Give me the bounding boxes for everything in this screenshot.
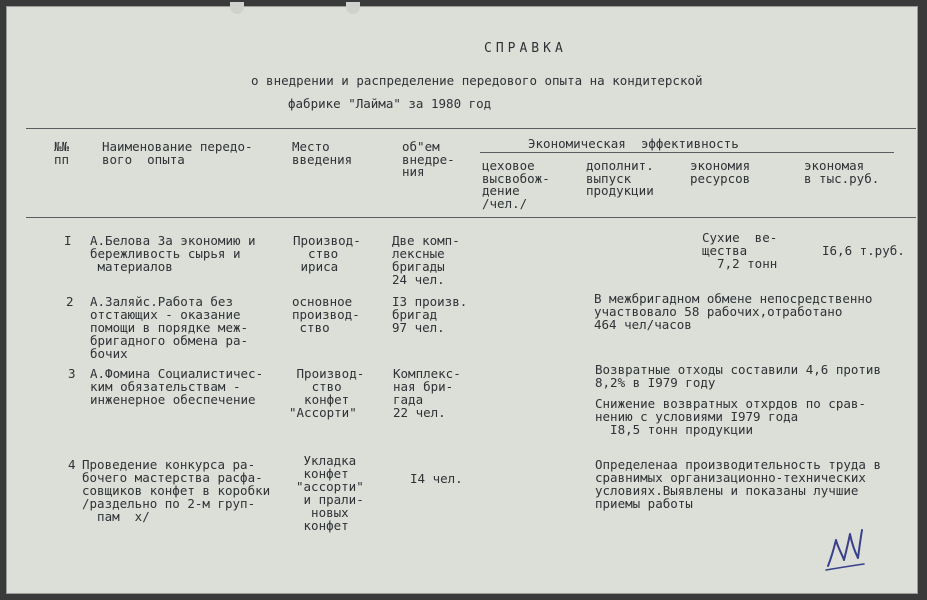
row-1-volume: Две комп- лексные бригады 24 чел. [392,233,460,287]
row-4-place: Укладка конфет "ассорти" и прали- новых конфет [296,453,364,533]
row-2-number: 2 [66,294,74,309]
row-2-name: А.Заляйс.Работа без отстающих - оказание помощи в порядке меж- бригадного обмена ра- бочих [90,294,249,361]
row-3-volume: Комплекс- ная бри- гада 22 чел. [393,366,461,420]
row-1-name: А.Белова За экономию и бережливость сырья и материалов [90,233,256,274]
row-4-volume: I4 чел. [410,471,463,486]
row-1-savings-rubles: I6,6 т.руб. [822,243,905,258]
column-header-volume: об"ем внедре- ния [402,139,455,179]
document-title: СПРАВКА [484,41,567,56]
document-subtitle-line2: фабрике "Лайма" за 1980 год [288,96,492,111]
row-3-number: 3 [68,366,76,381]
row-3-note-2: Снижение возвратных отхрдов по срав- нению с условиями I979 года I8,5 тонн продукции [595,396,866,437]
row-4-name: Проведение конкурса ра- бочего мастерства расфа- совщиков конфет в коробки /раздельно по 2-м груп- пам х/ [82,457,271,524]
row-1-place: Производ- ство ириса [293,233,361,274]
column-header-workers-released: цеховое высвобож- дение /чел./ [482,158,550,211]
row-1-number: I [64,233,72,248]
row-3-name: А.Фомина Социалистичес- ким обязательствам - инженерное обеспечение [90,366,264,407]
column-header-place: Место введения [292,139,353,167]
binder-clip [230,2,244,14]
table-top-rule [26,128,916,129]
row-2-volume: I3 произв. бригад 97 чел. [392,294,468,335]
column-header-effectiveness: Экономическая эффективность [528,136,739,151]
row-4-number: 4 [68,457,76,472]
row-3-place: Производ- ство конфет "Ассорти" [289,366,365,420]
column-header-name: Наименование передо- вого опыта [102,139,253,167]
row-1-resource-savings: Сухие ве- щества 7,2 тонн [702,230,778,271]
row-2-place: основное производ- ство [292,294,360,335]
row-2-note: В межбригадном обмене непосредственно участвовало 58 рабочих,отработано 464 чел/часов [594,291,873,332]
column-header-number: №№ пп [54,139,70,167]
document-subtitle-line1: о внедрении и распределение передового опыта на кондитерской [251,73,703,88]
column-header-additional-output: дополнит. выпуск продукции [586,158,654,198]
effectiveness-group-rule [480,152,894,153]
row-4-note: Определенаа производительность труда в сравнимых организационно-технических условиях.Выявлены и показаны лучшие приемы работы [595,457,881,511]
binder-clip [346,2,360,14]
document-page [6,6,918,594]
header-bottom-rule [26,217,916,218]
column-header-resource-savings: экономия ресурсов [690,158,751,186]
handwritten-signature-icon [822,526,866,572]
row-3-note: Возвратные отходы составили 4,6 против 8,2% в I979 году [595,362,881,390]
column-header-savings-rubles: экономая в тыс.руб. [804,158,880,186]
